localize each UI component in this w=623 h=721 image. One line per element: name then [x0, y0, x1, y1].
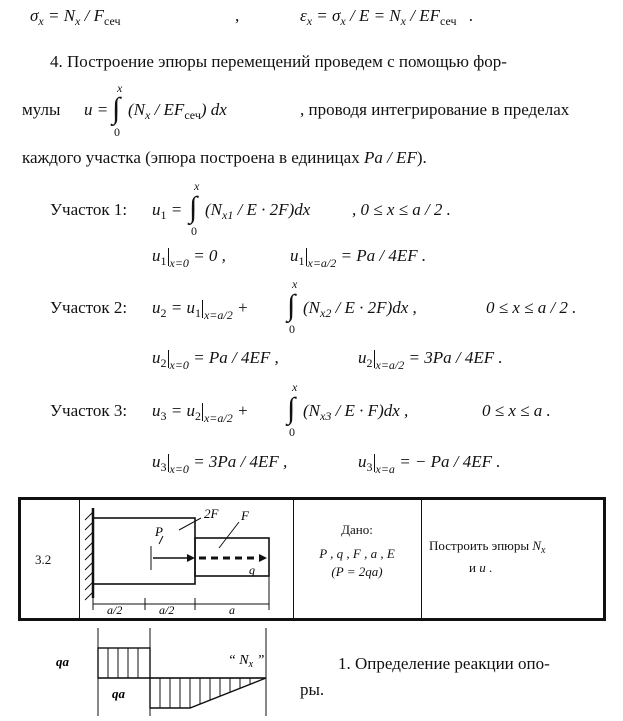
- section1-int-lower: 0: [191, 224, 197, 238]
- item4-int-lower: 0: [114, 125, 120, 139]
- section3-range: 0 ≤ x ≤ a .: [482, 401, 551, 420]
- section2-lhs: $u_2 = u_1$ $_{x=a/2}$ +: [152, 298, 249, 322]
- beam-scheme: [79, 500, 293, 618]
- formula-stress: $\sigma_x = N_x / F_{сеч}$: [30, 6, 121, 28]
- distributed-load: [199, 554, 267, 562]
- task-line1: Построить эпюры $N_x$: [429, 538, 546, 556]
- label-q: q: [249, 563, 255, 577]
- given-title: Дано:: [341, 522, 373, 537]
- scheme-cell: [79, 500, 294, 618]
- item4-formula-lhs: u =: [84, 100, 109, 119]
- section3-bc2: $u_3$ $_{x=a}$ = − Pa / 4EF .: [358, 452, 501, 476]
- section2-bc2: $u_2$ $_{x=a/2}$ = 3Pa / 4EF .: [358, 348, 503, 372]
- leader-F: [219, 522, 239, 548]
- section1-body: $(N_{x1} / E \cdot 2F)dx$: [205, 200, 311, 222]
- diagram-guides: [98, 628, 266, 716]
- given-relation: (P = 2qa): [331, 564, 383, 579]
- section1-int-upper: x: [194, 179, 200, 193]
- label-qa-bottom: qa: [112, 686, 125, 701]
- integral-sign: ∫: [287, 289, 296, 322]
- problem-number: 3.2: [35, 552, 52, 567]
- leader-2F: [179, 518, 201, 530]
- force-arrowhead: [187, 554, 195, 562]
- section1-bc1: $u_1$ $_{x=0}$ = 0 ,: [152, 246, 226, 270]
- label-qa-left: qa: [56, 654, 69, 669]
- narrow-section: [195, 538, 269, 576]
- dim-a-half-1: a/2: [107, 603, 123, 617]
- label-2F: 2F: [204, 506, 219, 521]
- section1-label: Участок 1:: [50, 200, 128, 219]
- item1-line1: 1. Определение реакции опо-: [338, 654, 550, 673]
- dim-a-half-2: a/2: [159, 603, 175, 617]
- problem-number-cell: [21, 500, 80, 618]
- section1-bc2: $u_1$ $_{x=a/2}$ = Pa / 4EF .: [290, 246, 427, 270]
- section2-bc1: $u_2$ $_{x=0}$ = Pa / 4EF ,: [152, 348, 279, 372]
- section3-body: $(N_{x3} / E \cdot F)dx$ ,: [303, 401, 409, 423]
- wide-section: [93, 518, 195, 584]
- section3-label: Участок 3:: [50, 401, 128, 420]
- item4-line2-suffix: , проводя интегрирование в пределах: [300, 100, 570, 119]
- section3-lhs: $u_3 = u_2$ $_{x=a/2}$ +: [152, 401, 249, 425]
- item4-line1: 4. Построение эпюры перемещений проведем с помощью фор-: [50, 52, 507, 71]
- task-cell: [421, 500, 603, 618]
- section2-range: 0 ≤ x ≤ a / 2 .: [486, 298, 577, 317]
- formula-strain: $\varepsilon_x = \sigma_x / E = N_x / EF_{сеч}$ .: [300, 6, 474, 28]
- problem-table: [18, 497, 606, 621]
- positive-block: [98, 648, 150, 678]
- section2-body: $(N_{x2} / E \cdot 2F)dx$ ,: [303, 298, 417, 320]
- integral-sign: ∫: [189, 191, 198, 224]
- item4-line3: каждого участка (эпюра построена в единицах Pa / EF).: [22, 148, 427, 167]
- item4-formula-body: $(N_x / EF_{сеч})$ dx: [128, 100, 227, 122]
- item4-int-upper: x: [117, 81, 123, 95]
- section3-bc1: $u_3$ $_{x=0}$ = 3Pa / 4EF ,: [152, 452, 288, 476]
- given-vars: P , q , F , a , E: [319, 546, 395, 561]
- negative-region: [150, 678, 266, 708]
- axial-force-diagram: [40, 626, 340, 721]
- section3-int-lower: 0: [289, 425, 295, 439]
- label-P: P: [155, 524, 163, 539]
- section2-int-upper: x: [292, 277, 298, 291]
- section2-int-lower: 0: [289, 322, 295, 336]
- task-line2: и u .: [469, 560, 493, 575]
- item1-line2: ры.: [300, 680, 325, 699]
- formula-comma: ,: [235, 6, 240, 25]
- section3-int-upper: x: [292, 380, 298, 394]
- item4-line2-prefix: мулы: [22, 100, 61, 119]
- integral-sign: ∫: [287, 392, 296, 425]
- label-F: F: [241, 508, 249, 523]
- negative-hatch: [160, 678, 250, 708]
- integral-sign: ∫: [112, 92, 121, 125]
- given-cell: [293, 500, 422, 618]
- section1-range: , 0 ≤ x ≤ a / 2 .: [352, 200, 451, 219]
- dim-a: a: [229, 603, 235, 617]
- label-Nx: “ $N_x$ ”: [228, 653, 265, 670]
- positive-hatch: [108, 648, 138, 678]
- section2-label: Участок 2:: [50, 298, 128, 317]
- section1-lhs: $u_1$ =: [152, 200, 183, 222]
